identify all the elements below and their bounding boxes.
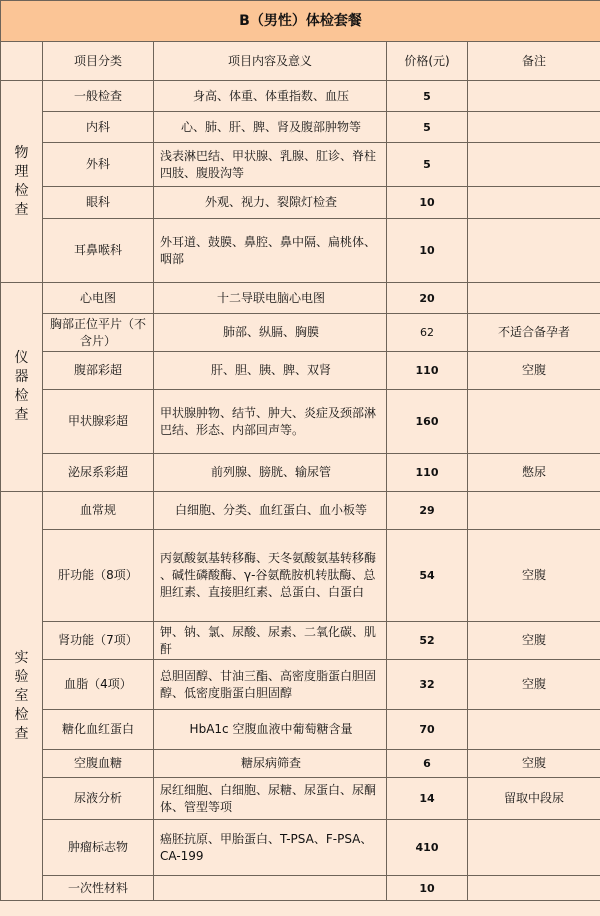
item-cell: 一次性材料 — [43, 876, 154, 901]
item-cell: 肿瘤标志物 — [43, 820, 154, 876]
note-cell — [468, 219, 600, 283]
price-cell: 52 — [387, 622, 468, 660]
price-cell: 54 — [387, 530, 468, 622]
content-cell — [154, 876, 387, 901]
item-cell: 外科 — [43, 143, 154, 187]
table-row — [1, 219, 600, 283]
table-row — [1, 352, 600, 390]
price-cell: 32 — [387, 660, 468, 710]
note-cell: 空腹 — [468, 530, 600, 622]
table-row — [1, 390, 600, 454]
note-cell: 空腹 — [468, 352, 600, 390]
item-cell: 肾功能（7项） — [43, 622, 154, 660]
note-cell — [468, 187, 600, 219]
header-content: 项目内容及意义 — [154, 42, 387, 81]
content-cell: 丙氨酸氨基转移酶、天冬氨酸氨基转移酶 、碱性磷酸酶、γ-谷氨酰胺机转肽酶、总胆红素、直接胆红素、总蛋白、白蛋白 — [154, 530, 387, 622]
content-cell: HbA1c 空腹血液中葡萄糖含量 — [154, 710, 387, 750]
note-cell: 憋尿 — [468, 454, 600, 492]
item-cell: 尿液分析 — [43, 778, 154, 820]
note-cell — [468, 81, 600, 112]
item-cell: 一般检查 — [43, 81, 154, 112]
price-cell: 5 — [387, 112, 468, 143]
category-char: 检 — [14, 706, 29, 723]
price-cell: 5 — [387, 143, 468, 187]
header-note: 备注 — [468, 42, 600, 81]
table-row — [1, 660, 600, 710]
category-char: 仪 — [14, 350, 29, 366]
table-row — [1, 454, 600, 492]
category-cell — [1, 492, 43, 901]
note-cell: 不适合备孕者 — [468, 314, 600, 352]
category-char: 室 — [14, 687, 29, 704]
category-char: 器 — [14, 369, 29, 385]
table-row — [1, 622, 600, 660]
content-cell: 心、肺、肝、脾、肾及腹部肿物等 — [154, 112, 387, 143]
table-row — [1, 750, 600, 778]
price-cell: 160 — [387, 390, 468, 454]
item-cell: 心电图 — [43, 283, 154, 314]
content-cell: 白细胞、分类、血红蛋白、血小板等 — [154, 492, 387, 530]
note-cell: 空腹 — [468, 660, 600, 710]
category-char: 检 — [14, 182, 29, 199]
price-cell: 5 — [387, 81, 468, 112]
table-row — [1, 81, 600, 112]
content-cell: 肝、胆、胰、脾、双肾 — [154, 352, 387, 390]
content-cell: 十二导联电脑心电图 — [154, 283, 387, 314]
note-cell — [468, 710, 600, 750]
category-char: 理 — [14, 163, 29, 180]
item-cell: 空腹血糖 — [43, 750, 154, 778]
content-cell: 身高、体重、体重指数、血压 — [154, 81, 387, 112]
item-cell: 肝功能（8项） — [43, 530, 154, 622]
item-cell: 眼科 — [43, 187, 154, 219]
category-cell — [1, 283, 43, 492]
price-cell: 62 — [387, 314, 468, 352]
price-cell: 6 — [387, 750, 468, 778]
price-cell: 20 — [387, 283, 468, 314]
note-cell — [468, 492, 600, 530]
price-cell: 410 — [387, 820, 468, 876]
price-cell: 10 — [387, 876, 468, 901]
note-cell — [468, 390, 600, 454]
table-row — [1, 314, 600, 352]
item-cell: 耳鼻喉科 — [43, 219, 154, 283]
price-cell: 10 — [387, 187, 468, 219]
table-row — [1, 778, 600, 820]
content-cell: 总胆固醇、甘油三酯、高密度脂蛋白胆固醇、低密度脂蛋白胆固醇 — [154, 660, 387, 710]
price-cell: 10 — [387, 219, 468, 283]
content-cell: 尿红细胞、白细胞、尿糖、尿蛋白、尿酮体、管型等项 — [154, 778, 387, 820]
item-cell: 血常规 — [43, 492, 154, 530]
item-cell: 血脂（4项） — [43, 660, 154, 710]
note-cell — [468, 112, 600, 143]
note-cell — [468, 283, 600, 314]
item-cell: 内科 — [43, 112, 154, 143]
category-char: 查 — [14, 201, 29, 218]
content-cell: 肺部、纵膈、胸膜 — [154, 314, 387, 352]
note-cell — [468, 820, 600, 876]
table-row — [1, 710, 600, 750]
price-cell: 110 — [387, 454, 468, 492]
note-cell: 空腹 — [468, 750, 600, 778]
table-row — [1, 112, 600, 143]
price-cell: 14 — [387, 778, 468, 820]
content-cell: 糖尿病筛查 — [154, 750, 387, 778]
table-row — [1, 530, 600, 622]
category-char: 实 — [14, 649, 29, 666]
header-price: 价格(元) — [387, 42, 468, 81]
price-cell: 29 — [387, 492, 468, 530]
header-item: 项目分类 — [43, 42, 154, 81]
content-cell: 外观、视力、裂隙灯检查 — [154, 187, 387, 219]
category-char: 查 — [14, 725, 29, 742]
item-cell: 腹部彩超 — [43, 352, 154, 390]
table-row — [1, 820, 600, 876]
table-row — [1, 876, 600, 901]
category-char: 检 — [14, 388, 29, 404]
category-char: 验 — [14, 668, 29, 685]
content-cell: 外耳道、鼓膜、鼻腔、鼻中隔、扁桃体、咽部 — [154, 219, 387, 283]
note-cell — [468, 876, 600, 901]
table-row — [1, 283, 600, 314]
price-cell: 110 — [387, 352, 468, 390]
package-title: B（男性）体检套餐 — [1, 1, 600, 42]
table-row — [1, 143, 600, 187]
content-cell: 前列腺、膀胱、输尿管 — [154, 454, 387, 492]
content-cell: 钾、钠、氯、尿酸、尿素、二氧化碳、肌酐 — [154, 622, 387, 660]
content-cell: 甲状腺肿物、结节、肿大、炎症及颈部淋巴结、形态、内部回声等。 — [154, 390, 387, 454]
price-cell: 70 — [387, 710, 468, 750]
note-cell — [468, 143, 600, 187]
table-row — [1, 492, 600, 530]
item-cell: 甲状腺彩超 — [43, 390, 154, 454]
note-cell: 空腹 — [468, 622, 600, 660]
note-cell: 留取中段尿 — [468, 778, 600, 820]
header-category-blank — [1, 42, 43, 81]
content-cell: 癌胚抗原、甲胎蛋白、T-PSA、F-PSA、CA-199 — [154, 820, 387, 876]
item-cell: 糖化血红蛋白 — [43, 710, 154, 750]
category-cell — [1, 81, 43, 283]
category-char: 查 — [14, 407, 29, 423]
item-cell: 胸部正位平片（不含片） — [43, 314, 154, 352]
category-char: 物 — [14, 144, 29, 161]
item-cell: 泌尿系彩超 — [43, 454, 154, 492]
content-cell: 浅表淋巴结、甲状腺、乳腺、肛诊、脊柱四肢、腹股沟等 — [154, 143, 387, 187]
table-row — [1, 187, 600, 219]
